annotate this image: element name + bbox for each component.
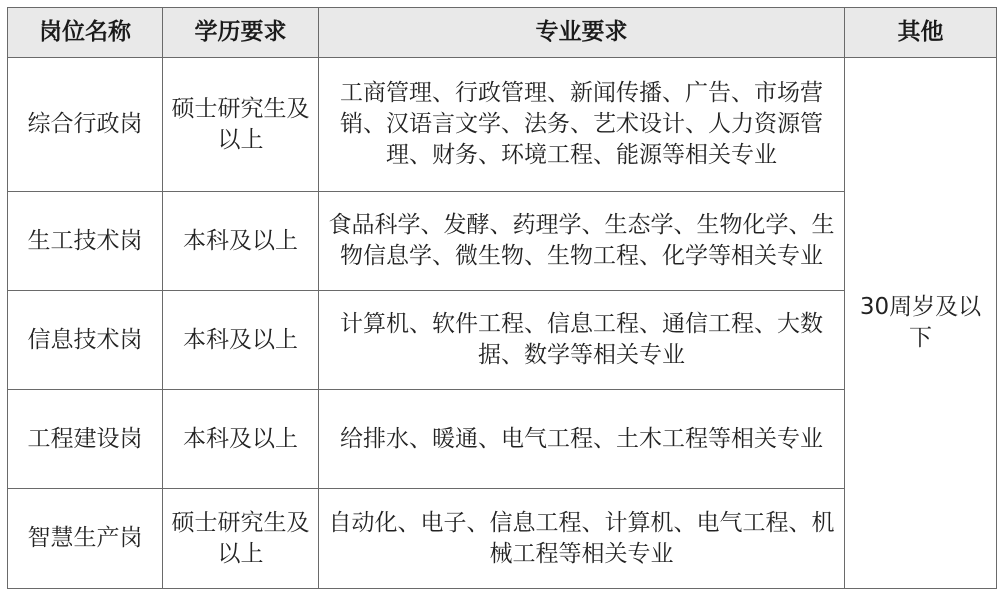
education-cell: 本科及以上 — [163, 291, 319, 390]
education-cell: 硕士研究生及以上 — [163, 489, 319, 589]
major-cell: 工商管理、行政管理、新闻传播、广告、市场营销、汉语言文学、法务、艺术设计、人力资源管理、财务、环境工程、能源等相关专业 — [319, 58, 845, 192]
header-position-name: 岗位名称 — [8, 8, 163, 58]
education-cell: 本科及以上 — [163, 192, 319, 291]
header-other: 其他 — [845, 8, 997, 58]
table-row — [8, 58, 997, 192]
header-education-requirement: 学历要求 — [163, 8, 319, 58]
major-cell: 自动化、电子、信息工程、计算机、电气工程、机械工程等相关专业 — [319, 489, 845, 589]
education-cell: 硕士研究生及以上 — [163, 58, 319, 192]
table-header-row — [8, 8, 997, 58]
education-cell: 本科及以上 — [163, 390, 319, 489]
position-cell: 信息技术岗 — [8, 291, 163, 390]
position-cell: 智慧生产岗 — [8, 489, 163, 589]
position-cell: 综合行政岗 — [8, 58, 163, 192]
header-major-requirement: 专业要求 — [319, 8, 845, 58]
other-requirement-cell: 30周岁及以下 — [845, 58, 997, 589]
job-requirements-table — [7, 7, 997, 589]
major-cell: 食品科学、发酵、药理学、生态学、生物化学、生物信息学、微生物、生物工程、化学等相关专业 — [319, 192, 845, 291]
position-cell: 生工技术岗 — [8, 192, 163, 291]
major-cell: 给排水、暖通、电气工程、土木工程等相关专业 — [319, 390, 845, 489]
position-cell: 工程建设岗 — [8, 390, 163, 489]
major-cell: 计算机、软件工程、信息工程、通信工程、大数据、数学等相关专业 — [319, 291, 845, 390]
